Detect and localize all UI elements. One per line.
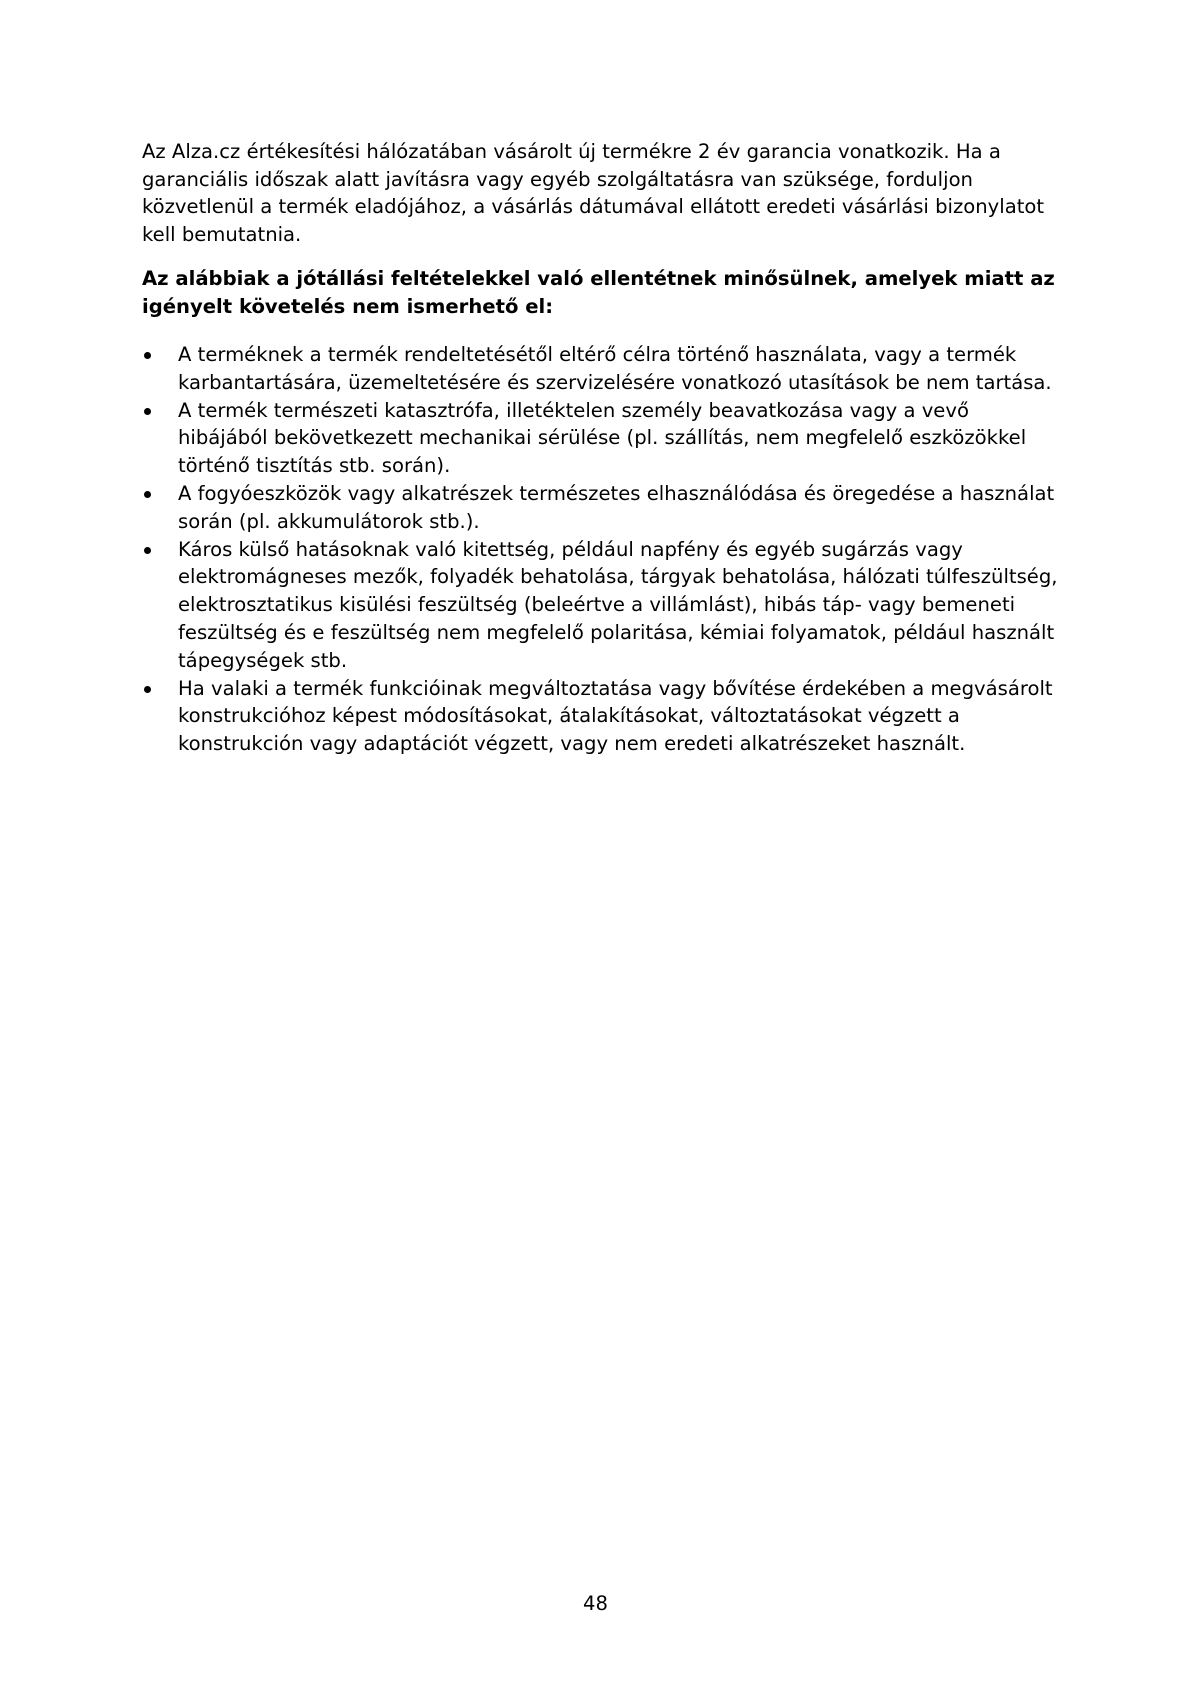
list-item-text: A termék természeti katasztrófa, illetéktelen személy beavatkozása vagy a vevő hibájából bekövetkezett mechanikai sérülése (pl. szállítás, nem megfelelő eszközökkel történő tisztítás stb. során). <box>178 398 1027 478</box>
exclusion-list <box>142 341 1062 758</box>
intro-paragraph: Az Alza.cz értékesítési hálózatában vásárolt új termékre 2 év garancia vonatkozik. Ha a garanciális időszak alatt javításra vagy egyéb szolgáltatásra van szüksége, forduljon közvetlenül a termék eladójához, a vásárlás dátumával ellátott eredeti vásárlási bizonylatot kell bemutatnia. <box>142 140 1045 246</box>
list-item <box>142 397 1062 480</box>
list-item-text: A terméknek a termék rendeltetésétől eltérő célra történő használata, vagy a termék karbantartására, üzemeltetésére és szervizelésére vonatkozó utasítások be nem tartása. <box>178 343 1052 394</box>
list-item <box>142 480 1062 536</box>
list-item <box>142 536 1062 675</box>
page-content <box>142 138 1062 758</box>
list-item-text: Káros külső hatásoknak való kitettség, például napfény és egyéb sugárzás vagy elektromágneses mezők, folyadék behatolása, tárgyak behatolása, hálózati túlfeszültség, elektrosztatikus kisülési feszültség (beleértve a villámlást), hibás táp- vagy bemeneti feszültség és e feszültség nem megfelelő polaritása, kémiai folyamatok, például használt tápegységek stb. <box>178 537 1058 672</box>
bullet-icon <box>144 547 151 554</box>
bullet-icon <box>144 491 151 498</box>
list-item <box>142 675 1062 758</box>
list-item-text: A fogyóeszközök vagy alkatrészek természetes elhasználódása és öregedése a használat során (pl. akkumulátorok stb.). <box>178 481 1055 533</box>
page-number: 48 <box>583 1592 608 1615</box>
section-heading: Az alábbiak a jótállási feltételekkel való ellentétnek minősülnek, amelyek miatt az igényelt követelés nem ismerhető el: <box>142 267 1055 318</box>
bullet-icon <box>144 408 151 415</box>
bullet-icon <box>144 686 151 693</box>
list-item-text: Ha valaki a termék funkcióinak megváltoztatása vagy bővítése érdekében a megvásárolt konstrukcióhoz képest módosításokat, átalakításokat, változtatásokat végzett a konstrukción vagy adaptációt végzett, vagy nem eredeti alkatrészeket használt. <box>178 676 1053 756</box>
list-item <box>142 341 1062 397</box>
bullet-icon <box>144 352 151 359</box>
